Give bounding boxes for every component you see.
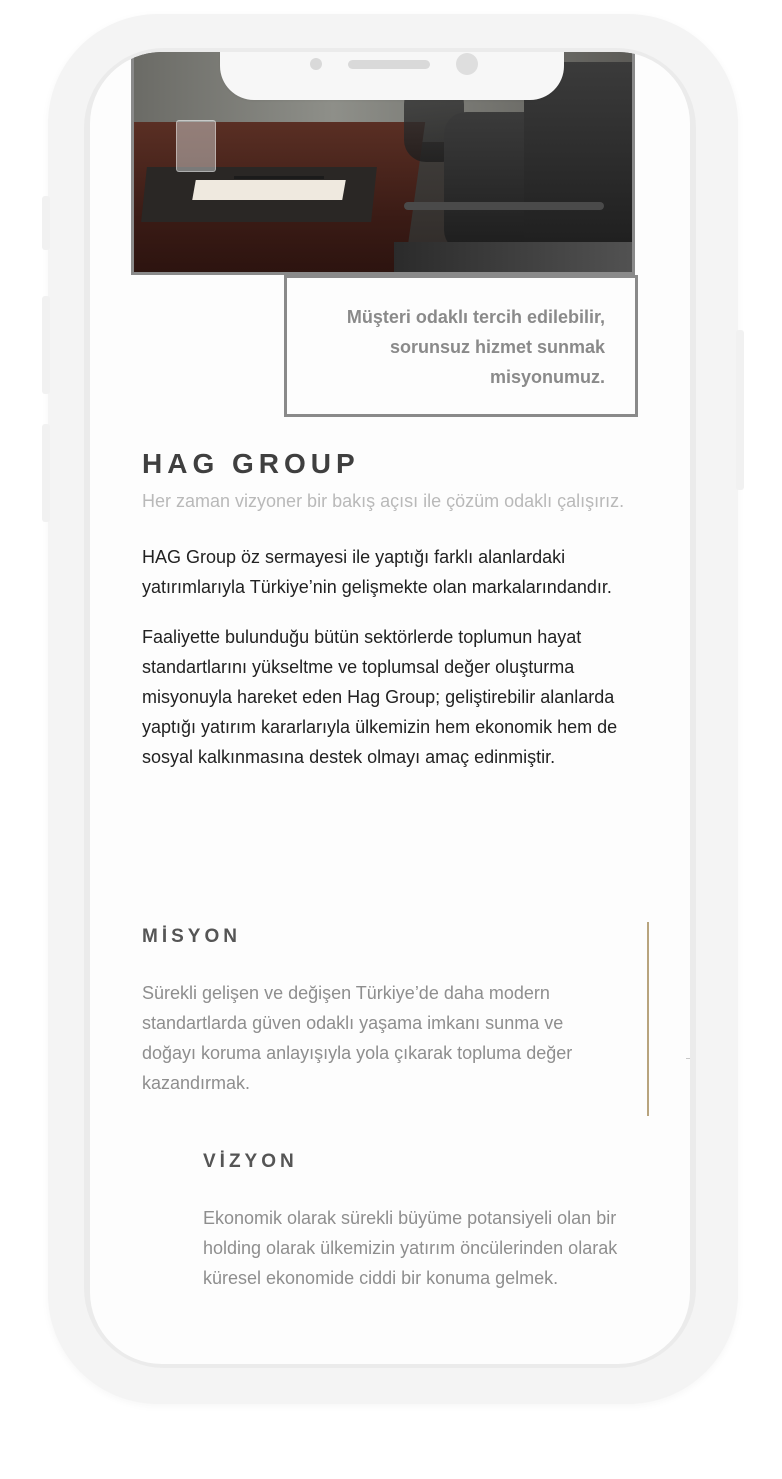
mission-quote-box bbox=[284, 275, 638, 417]
phone-screen bbox=[90, 52, 690, 1364]
phone-side-button bbox=[42, 424, 50, 522]
quote-line: sorunsuz hizmet sunmak bbox=[389, 337, 605, 357]
vision-text: Ekonomik olarak sürekli büyüme potansiyeli olan bir holding olarak ülkemizin yatırım öncülerinden olarak küresel ekonomide ciddi bir konuma gelmek. bbox=[203, 1208, 618, 1288]
page-title: HAG GROUP bbox=[142, 448, 360, 479]
camera-icon bbox=[456, 53, 478, 75]
mission-text: Sürekli gelişen ve değişen Türkiye’de daha modern standartlarda güven odaklı yaşama imkanı sunma ve doğayı koruma anlayışıyla yola çıkarak topluma değer kazandırmak. bbox=[142, 983, 573, 1093]
mission-section bbox=[142, 926, 582, 1098]
about-paragraph: HAG Group öz sermayesi ile yaptığı farklı alanlardaki yatırımlarıyla Türkiye’nin gelişmekte olan markalarındandır. bbox=[142, 547, 612, 597]
vision-heading: VİZYON bbox=[203, 1151, 298, 1172]
phone-notch bbox=[220, 52, 564, 100]
mission-heading: MİSYON bbox=[142, 926, 241, 947]
sensor-icon bbox=[310, 58, 322, 70]
quote-line: Müşteri odaklı tercih edilebilir, bbox=[346, 307, 605, 327]
quote-line: misyonumuz. bbox=[489, 367, 605, 387]
about-section bbox=[142, 446, 642, 772]
phone-side-button bbox=[42, 196, 50, 250]
vision-section bbox=[203, 1151, 643, 1293]
phone-side-button bbox=[42, 296, 50, 394]
about-paragraph: Faaliyette bulunduğu bütün sektörlerde toplumun hayat standartlarını yükseltme ve toplumsal değer oluşturma misyonuyla hareket eden Hag Group; geliştirebilir alanlarda yaptığı yatırım kararlarıyla ülkemizin hem ekonomik hem de sosyal kalkınmasına destek olmayı amaç edinmiştir. bbox=[142, 627, 618, 767]
phone-side-button bbox=[736, 330, 744, 490]
accent-divider bbox=[647, 922, 649, 1116]
page-subtitle: Her zaman vizyoner bir bakış açısı ile çözüm odaklı çalışırız. bbox=[142, 491, 625, 511]
speaker-icon bbox=[348, 60, 430, 69]
divider-tick bbox=[686, 1058, 690, 1059]
